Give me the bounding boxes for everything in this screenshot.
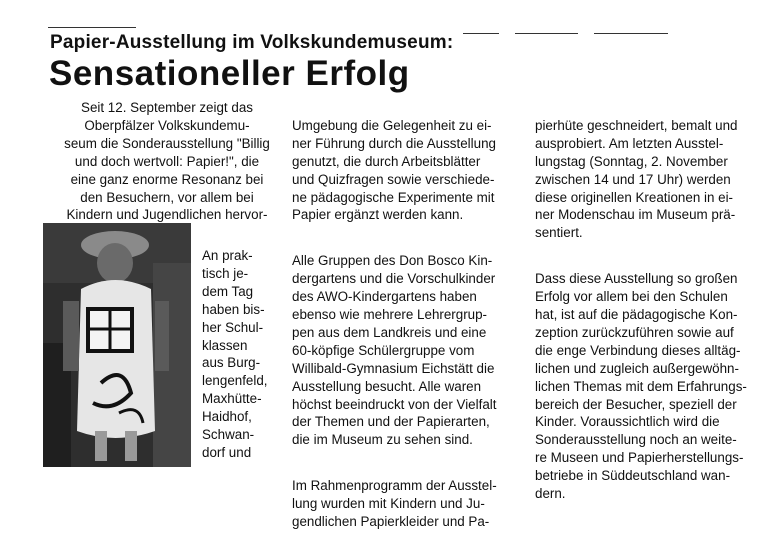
col3-paragraph-1: pierhüte geschneidert, bemalt und ausprobiert. Am letzten Ausstel- lungstag (Sonntag, 2. November zwischen 14 und 17 Uhr) werden diese originellen Kreationen in ei- ner Modenschau im Museum prä- sentiert. <box>535 117 738 241</box>
article-headline: Sensationeller Erfolg <box>49 54 410 93</box>
article-kicker: Papier-Ausstellung im Volkskundemuseum: <box>50 32 454 53</box>
top-rule-right-3 <box>594 33 668 34</box>
article-column-2 <box>292 99 520 559</box>
top-rule-right-2 <box>515 33 578 34</box>
article-photo <box>43 223 191 467</box>
col2-paragraph-1: Umgebung die Gelegenheit zu ei- ner Führung durch die Ausstellung genutzt, die durch Arbeitsblätter und Quizfragen sowie verschiede- ne pädagogische Experimente mit Papier ergänzt werden kann. <box>292 117 496 223</box>
photo-side-text: An prak- tisch je- dem Tag haben bis- her Schul- klassen aus Burg- lengenfeld, Maxhütte- Haidhof, Schwan- dorf und <box>202 248 268 460</box>
col2-paragraph-3: Im Rahmenprogramm der Ausstel- lung wurden mit Kindern und Ju- gendlichen Papierkleider und Pa- <box>292 478 497 529</box>
top-rule-left <box>48 27 136 28</box>
paper-costume-photo <box>43 223 191 467</box>
col2-paragraph-2: Alle Gruppen des Don Bosco Kin- dergartens und die Vorschulkinder des AWO-Kindergartens haben ebenso wie mehrere Lehrergrup- pen aus dem Landkreis und eine 60-köpfige Schülergruppe vom Willibald-Gymnasium Eichstätt die Ausstellung besucht. Alle waren höchst beeindruckt von der Vielfalt der Themen und der Papierarten, die im Museum zu sehen sind. <box>292 253 497 448</box>
col3-paragraph-2: Dass diese Ausstellung so großen Erfolg vor allem bei den Schulen hat, ist auf die pädagogische Kon- zeption zurückzuführen sowie auf die enge Verbindung dieses alltäg- lichen und zugleich außergewöhn- lichen Themas mit dem Erfahrungs- bereich der Besucher, speziell der Kinder. Voraussichtlich wird die Sonderausstellung noch an weite- re Museen und Papierherstellungs- betriebe in Süddeutschland wan- dern. <box>535 271 747 502</box>
article-column-3 <box>535 99 770 531</box>
article-intro: Seit 12. September zeigt das Oberpfälzer Volkskundemu- seum die Sonderausstellung "Billig und doch wertvoll: Papier!", die eine ganz enorme Resonanz bei den Besuchern, vor allem bei Kindern und Jugendlichen hervor- <box>64 100 270 223</box>
top-rule-right-1 <box>463 33 499 34</box>
